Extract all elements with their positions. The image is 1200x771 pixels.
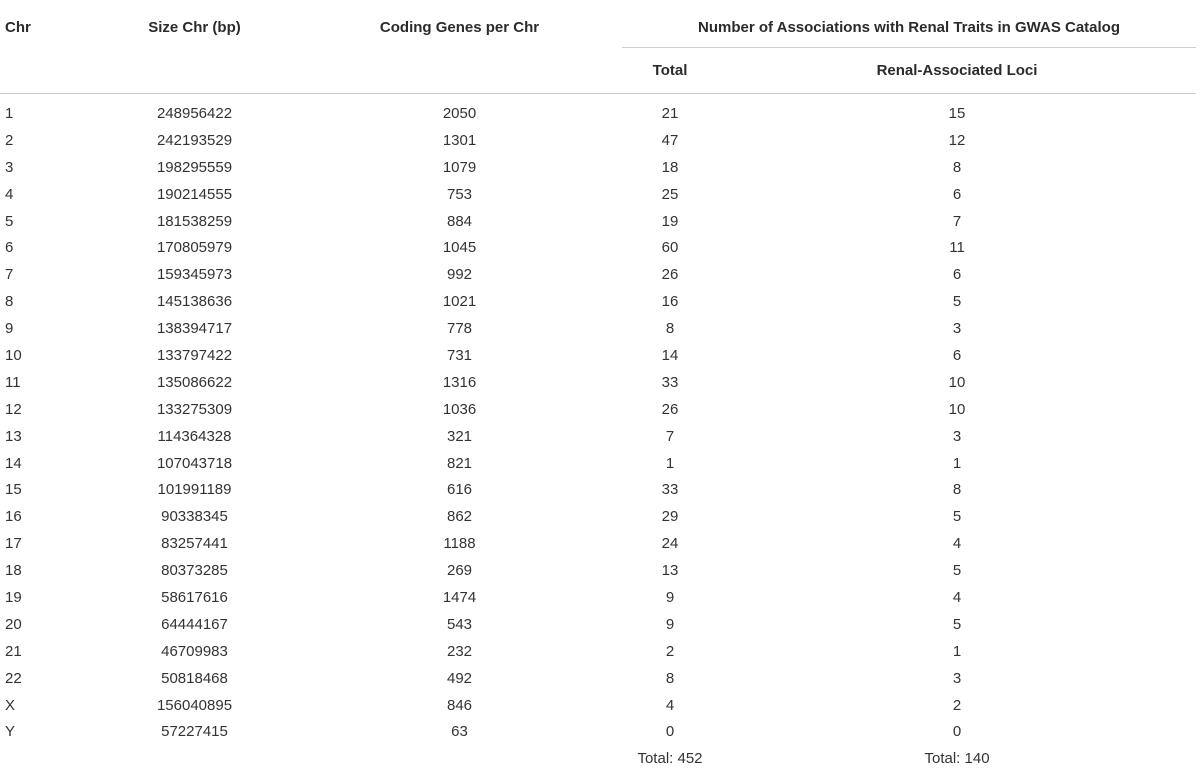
cell-coding-genes: 731 (297, 342, 622, 369)
cell-renal-loci: 4 (718, 530, 1196, 557)
totals-blank-cell (297, 745, 622, 771)
cell-coding-genes: 1021 (297, 288, 622, 315)
cell-renal-loci: 6 (718, 342, 1196, 369)
table-row (0, 369, 1196, 396)
cell-coding-genes: 884 (297, 208, 622, 235)
cell-coding-genes: 821 (297, 450, 622, 477)
cell-total: 2 (622, 638, 718, 665)
table-row (0, 692, 1196, 719)
cell-chr: 13 (0, 423, 92, 450)
table-row (0, 396, 1196, 423)
cell-coding-genes: 846 (297, 692, 622, 719)
cell-size: 198295559 (92, 154, 297, 181)
cell-coding-genes: 1474 (297, 584, 622, 611)
cell-chr: 22 (0, 665, 92, 692)
cell-coding-genes: 1036 (297, 396, 622, 423)
table-row (0, 342, 1196, 369)
cell-chr: 3 (0, 154, 92, 181)
cell-coding-genes: 232 (297, 638, 622, 665)
cell-coding-genes: 616 (297, 476, 622, 503)
totals-blank-cell (92, 745, 297, 771)
cell-chr: 16 (0, 503, 92, 530)
totals-total: Total: 452 (622, 745, 718, 771)
cell-coding-genes: 321 (297, 423, 622, 450)
cell-total: 13 (622, 557, 718, 584)
cell-renal-loci: 10 (718, 396, 1196, 423)
cell-chr: 8 (0, 288, 92, 315)
cell-chr: 19 (0, 584, 92, 611)
cell-total: 18 (622, 154, 718, 181)
cell-renal-loci: 6 (718, 261, 1196, 288)
cell-size: 114364328 (92, 423, 297, 450)
cell-size: 248956422 (92, 94, 297, 127)
table-row (0, 503, 1196, 530)
table-row (0, 94, 1196, 127)
cell-renal-loci: 3 (718, 665, 1196, 692)
cell-total: 21 (622, 94, 718, 127)
cell-chr: 10 (0, 342, 92, 369)
header-chr: Chr (0, 7, 92, 48)
cell-coding-genes: 992 (297, 261, 622, 288)
cell-size: 156040895 (92, 692, 297, 719)
cell-size: 242193529 (92, 127, 297, 154)
table-row (0, 584, 1196, 611)
cell-renal-loci: 6 (718, 181, 1196, 208)
totals-row (0, 745, 1196, 771)
cell-size: 190214555 (92, 181, 297, 208)
cell-coding-genes: 63 (297, 718, 622, 745)
table-row (0, 127, 1196, 154)
cell-total: 4 (622, 692, 718, 719)
cell-size: 58617616 (92, 584, 297, 611)
cell-coding-genes: 778 (297, 315, 622, 342)
cell-coding-genes: 753 (297, 181, 622, 208)
table-row (0, 557, 1196, 584)
table-body (0, 94, 1196, 771)
cell-renal-loci: 5 (718, 611, 1196, 638)
cell-size: 101991189 (92, 476, 297, 503)
table-row (0, 718, 1196, 745)
cell-renal-loci: 8 (718, 476, 1196, 503)
cell-total: 9 (622, 584, 718, 611)
cell-coding-genes: 269 (297, 557, 622, 584)
table-row (0, 450, 1196, 477)
cell-chr: 17 (0, 530, 92, 557)
cell-total: 33 (622, 369, 718, 396)
table-row (0, 315, 1196, 342)
cell-total: 9 (622, 611, 718, 638)
header-blank-size (92, 48, 297, 94)
table-row (0, 261, 1196, 288)
cell-renal-loci: 1 (718, 638, 1196, 665)
cell-total: 1 (622, 450, 718, 477)
cell-total: 26 (622, 396, 718, 423)
cell-total: 8 (622, 665, 718, 692)
cell-size: 57227415 (92, 718, 297, 745)
table-row (0, 234, 1196, 261)
cell-renal-loci: 4 (718, 584, 1196, 611)
table-row (0, 638, 1196, 665)
header-blank-chr (0, 48, 92, 94)
cell-size: 107043718 (92, 450, 297, 477)
cell-total: 26 (622, 261, 718, 288)
cell-size: 133797422 (92, 342, 297, 369)
cell-chr: 9 (0, 315, 92, 342)
header-associations-group: Number of Associations with Renal Traits in GWAS Catalog (622, 7, 1196, 48)
cell-chr: 20 (0, 611, 92, 638)
cell-chr: 18 (0, 557, 92, 584)
table-row (0, 611, 1196, 638)
cell-coding-genes: 543 (297, 611, 622, 638)
header-renal-loci: Renal-Associated Loci (718, 48, 1196, 94)
cell-size: 170805979 (92, 234, 297, 261)
cell-renal-loci: 7 (718, 208, 1196, 235)
cell-total: 29 (622, 503, 718, 530)
cell-coding-genes: 1188 (297, 530, 622, 557)
table-row (0, 665, 1196, 692)
cell-coding-genes: 1079 (297, 154, 622, 181)
table-row (0, 476, 1196, 503)
cell-coding-genes: 862 (297, 503, 622, 530)
cell-chr: X (0, 692, 92, 719)
cell-total: 14 (622, 342, 718, 369)
cell-renal-loci: 11 (718, 234, 1196, 261)
header-total: Total (622, 48, 718, 94)
cell-size: 135086622 (92, 369, 297, 396)
cell-total: 19 (622, 208, 718, 235)
cell-total: 16 (622, 288, 718, 315)
cell-chr: 2 (0, 127, 92, 154)
table-row (0, 530, 1196, 557)
cell-renal-loci: 5 (718, 557, 1196, 584)
table-row (0, 423, 1196, 450)
cell-total: 25 (622, 181, 718, 208)
cell-renal-loci: 15 (718, 94, 1196, 127)
cell-size: 64444167 (92, 611, 297, 638)
cell-chr: 7 (0, 261, 92, 288)
table-row (0, 181, 1196, 208)
cell-size: 83257441 (92, 530, 297, 557)
cell-size: 145138636 (92, 288, 297, 315)
cell-chr: Y (0, 718, 92, 745)
cell-total: 60 (622, 234, 718, 261)
cell-total: 8 (622, 315, 718, 342)
cell-chr: 15 (0, 476, 92, 503)
cell-size: 46709983 (92, 638, 297, 665)
cell-size: 133275309 (92, 396, 297, 423)
cell-chr: 11 (0, 369, 92, 396)
cell-total: 0 (622, 718, 718, 745)
table-row (0, 208, 1196, 235)
cell-renal-loci: 3 (718, 423, 1196, 450)
cell-coding-genes: 1316 (297, 369, 622, 396)
cell-size: 90338345 (92, 503, 297, 530)
cell-coding-genes: 2050 (297, 94, 622, 127)
cell-total: 24 (622, 530, 718, 557)
totals-blank-cell (0, 745, 92, 771)
cell-renal-loci: 1 (718, 450, 1196, 477)
cell-renal-loci: 5 (718, 503, 1196, 530)
cell-chr: 5 (0, 208, 92, 235)
cell-renal-loci: 8 (718, 154, 1196, 181)
cell-size: 181538259 (92, 208, 297, 235)
cell-chr: 4 (0, 181, 92, 208)
cell-size: 50818468 (92, 665, 297, 692)
totals-renal-loci: Total: 140 (718, 745, 1196, 771)
cell-renal-loci: 2 (718, 692, 1196, 719)
header-size: Size Chr (bp) (92, 7, 297, 48)
header-blank-coding (297, 48, 622, 94)
cell-total: 7 (622, 423, 718, 450)
cell-renal-loci: 5 (718, 288, 1196, 315)
cell-size: 80373285 (92, 557, 297, 584)
table-header (0, 7, 1196, 94)
header-coding-genes: Coding Genes per Chr (297, 7, 622, 48)
table-row (0, 154, 1196, 181)
cell-total: 47 (622, 127, 718, 154)
cell-chr: 12 (0, 396, 92, 423)
cell-coding-genes: 1301 (297, 127, 622, 154)
cell-total: 33 (622, 476, 718, 503)
cell-chr: 6 (0, 234, 92, 261)
cell-renal-loci: 12 (718, 127, 1196, 154)
cell-size: 159345973 (92, 261, 297, 288)
cell-chr: 21 (0, 638, 92, 665)
cell-coding-genes: 492 (297, 665, 622, 692)
cell-chr: 1 (0, 94, 92, 127)
table-row (0, 288, 1196, 315)
cell-renal-loci: 10 (718, 369, 1196, 396)
cell-renal-loci: 0 (718, 718, 1196, 745)
cell-coding-genes: 1045 (297, 234, 622, 261)
cell-renal-loci: 3 (718, 315, 1196, 342)
cell-chr: 14 (0, 450, 92, 477)
renal-gwas-table (0, 7, 1196, 771)
cell-size: 138394717 (92, 315, 297, 342)
